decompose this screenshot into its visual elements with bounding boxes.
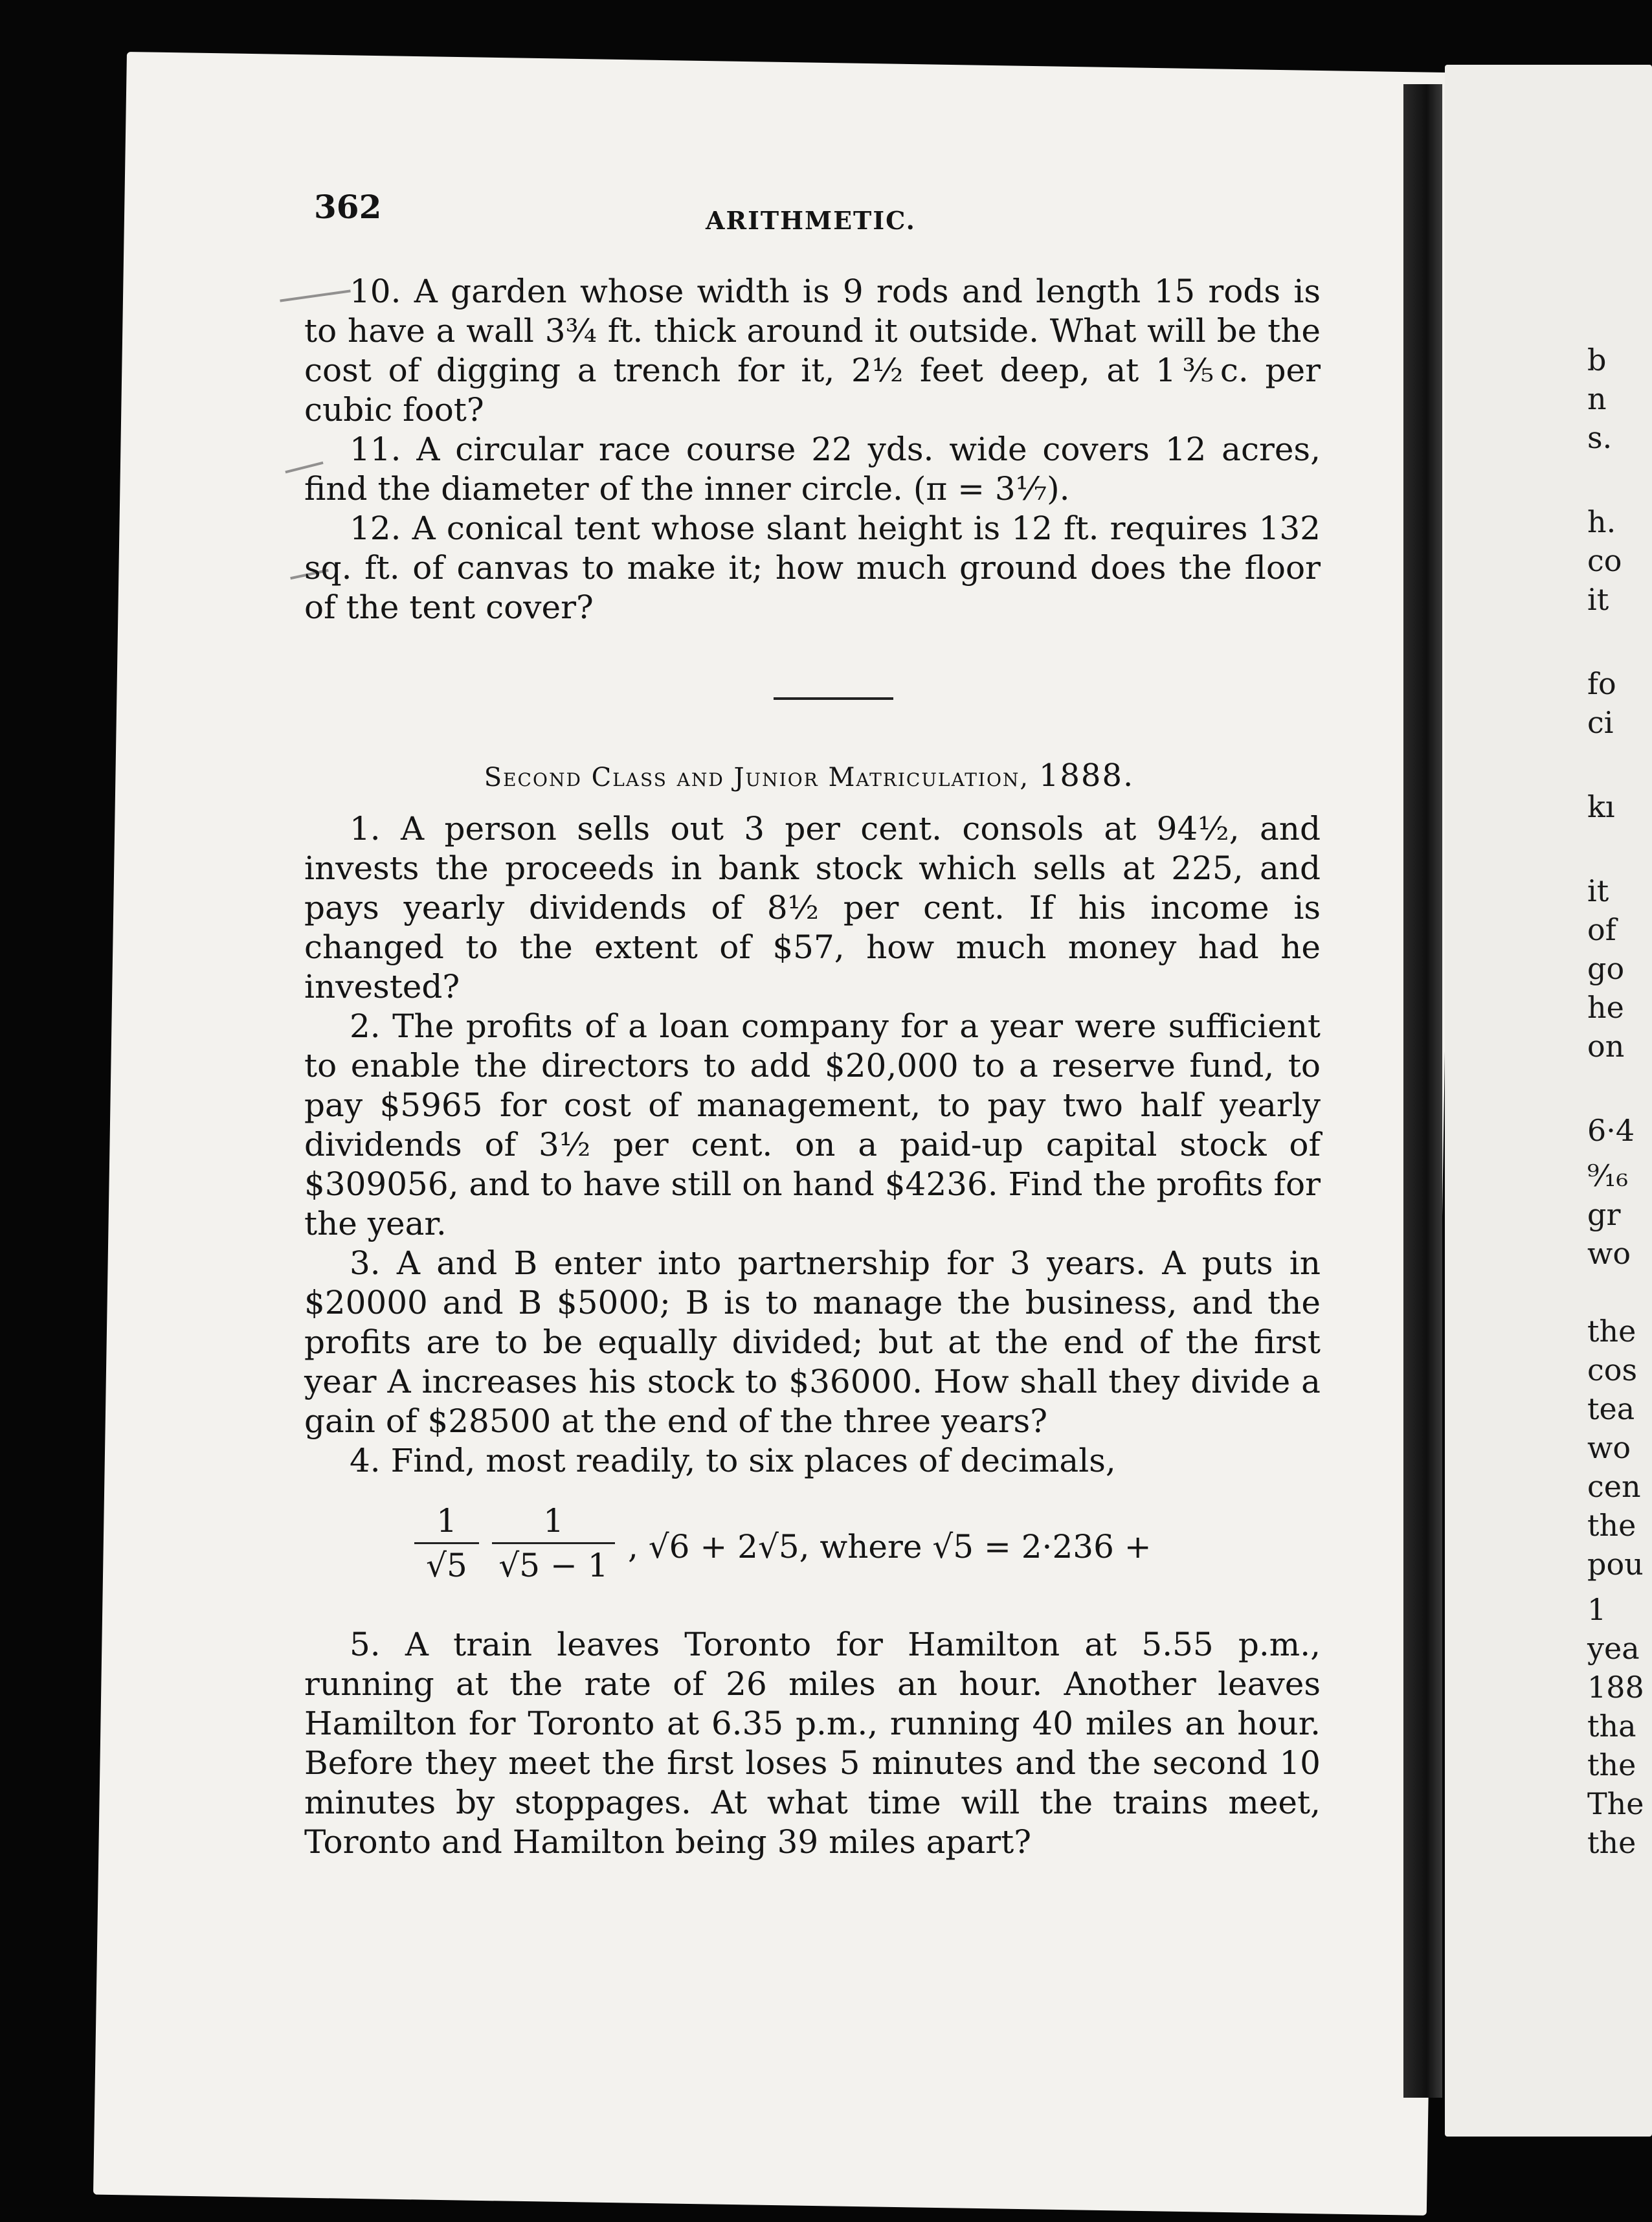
- problem-12: 12. A conical tent whose slant height is 12 ft. requires 132 sq. ft. of canvas to make it; how much ground does the floor of the tent cover?: [304, 510, 1321, 626]
- section-title-text: Second Class and Junior Matriculation,: [484, 763, 1030, 792]
- facing-page-fragment: it: [1587, 873, 1609, 908]
- facing-page-fragment: wo: [1587, 1236, 1631, 1271]
- facing-page-fragment: co: [1587, 543, 1622, 578]
- section-title: [388, 758, 1230, 794]
- running-head: ARITHMETIC.: [706, 206, 916, 235]
- facing-page-fragment: tha: [1587, 1709, 1636, 1744]
- facing-page-fragment: 6·4: [1587, 1113, 1635, 1148]
- facing-page-fragment: s.: [1587, 420, 1613, 455]
- facing-page-fragment: wo: [1587, 1430, 1631, 1465]
- problems-section: [304, 809, 1321, 1481]
- facing-page-fragment: ci: [1587, 705, 1614, 740]
- formula-rest: , √6 + 2√5, where √5 = 2·236 +: [628, 1528, 1152, 1566]
- facing-page-fragment: gr: [1587, 1197, 1621, 1232]
- facing-page-fragment: the: [1587, 1314, 1636, 1349]
- facing-page-fragment: kı: [1587, 789, 1615, 824]
- facing-page-fragment: fo: [1587, 666, 1616, 701]
- facing-page-fragment: the: [1587, 1825, 1636, 1860]
- problems-top: [304, 272, 1321, 627]
- problem-10: 10. A garden whose width is 9 rods and length 15 rods is to have a wall 3¾ ft. thick around it outside. What will be the cost of digging a trench for it, 2½ feet deep, at 1⅗c. per cubic foot?: [304, 273, 1321, 429]
- facing-page-fragment: go: [1587, 951, 1625, 986]
- facing-page-fragment: the: [1587, 1747, 1636, 1782]
- facing-page-fragment: h.: [1587, 504, 1616, 539]
- facing-page-fragment: 1: [1587, 1592, 1607, 1627]
- facing-page-fragment: he: [1587, 990, 1624, 1025]
- facing-page-fragment: tea: [1587, 1391, 1635, 1426]
- problems-bottom: [304, 1625, 1321, 1862]
- problem-4: 4. Find, most readily, to six places of decimals,: [350, 1442, 1116, 1479]
- facing-page-fragment: The: [1587, 1786, 1644, 1821]
- section-divider: [774, 697, 893, 700]
- facing-page-fragment: it: [1587, 582, 1609, 617]
- fraction-1: 1 √5: [414, 1502, 479, 1584]
- facing-page-fragment: 188: [1587, 1670, 1644, 1705]
- problem-2: 2. The profits of a loan company for a year were sufficient to enable the directors to add $20,000 to a reserve fund, to pay $5965 for cost of management, to pay two half yearly dividends of 3½ per cent. on a paid-up capital stock of $309056, and to have still on hand $4236. Find the profits for the year.: [304, 1007, 1321, 1242]
- facing-page-fragment: yea: [1587, 1631, 1640, 1666]
- problem-5: 5. A train leaves Toronto for Hamilton at 5.55 p.m., running at the rate of 26 miles an hour. Another leaves Hamilton for Toronto at 6.35 p.m., running 40 miles an hour. Before they meet the first loses 5 minutes and the second 10 minutes by stoppages. At what time will the trains meet, Toronto and Hamilton being 39 miles apart?: [304, 1626, 1321, 1861]
- facing-page-fragment: pou: [1587, 1547, 1644, 1582]
- facing-page-fragment: b: [1587, 342, 1607, 377]
- facing-page-fragment: cen: [1587, 1469, 1641, 1504]
- facing-page-fragment: the: [1587, 1508, 1636, 1543]
- problem-1: 1. A person sells out 3 per cent. consols at 94½, and invests the proceeds in bank stock which sells at 225, and pays yearly dividends of 8½ per cent. If his income is changed to the extent of $57, how much money had he invested?: [304, 810, 1321, 1005]
- problem-3: 3. A and B enter into partnership for 3 years. A puts in $20000 and B $5000; B is to manage the business, and the profits are to be equally divided; but at the end of the first year A increases his stock to $36000. How shall they divide a gain of $28500 at the end of the three years?: [304, 1244, 1321, 1440]
- formula: [414, 1502, 1243, 1593]
- section-year: 1888.: [1038, 758, 1135, 794]
- book-gutter: [1403, 84, 1442, 2098]
- page-number: 362: [314, 188, 382, 226]
- facing-page-fragment: ⁹⁄₁₆: [1587, 1158, 1629, 1193]
- problem-11: 11. A circular race course 22 yds. wide covers 12 acres, find the diameter of the inner circle. (π = 3¹⁄₇).: [304, 431, 1321, 508]
- facing-page-fragment: of: [1587, 912, 1616, 947]
- facing-page-fragment: on: [1587, 1029, 1625, 1064]
- fraction-2: 1 √5 − 1: [492, 1502, 615, 1584]
- facing-page-fragment: cos: [1587, 1352, 1638, 1387]
- facing-page-fragment: n: [1587, 381, 1607, 416]
